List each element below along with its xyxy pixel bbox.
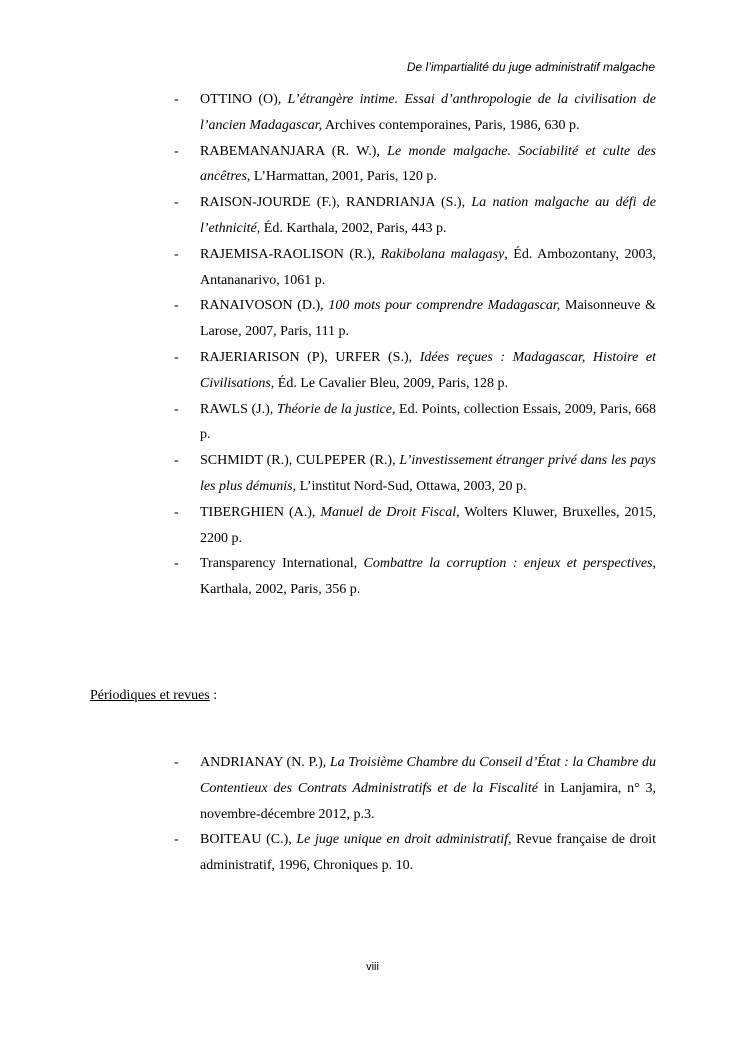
entry-details: in Lanjamira, n° 3, novembre-décembre 2012, p.3.: [200, 780, 657, 822]
entry-details: , Ed. Points, collection Essais, 2009, Paris, 668 p.: [200, 401, 657, 443]
bullet-dash: -: [174, 401, 179, 417]
bullet-dash: -: [174, 246, 179, 262]
entry-details: , Karthala, 2002, Paris, 356 p.: [200, 556, 656, 598]
entry-author: ANDRIANAY (N. P.),: [200, 755, 330, 770]
bullet-dash: -: [174, 755, 179, 770]
entry-details: , L’Harmattan, 2001, Paris, 120 p.: [246, 169, 437, 185]
running-header: De l’impartialité du juge administratif malgache: [406, 60, 655, 74]
bullet-dash: -: [174, 504, 179, 520]
entry-author: RABEMANANJARA (R. W.),: [200, 143, 388, 159]
bullet-dash: -: [174, 832, 179, 848]
entry-author: RAJERIARISON (P), URFER (S.),: [200, 349, 420, 365]
bibliography-entry: [174, 500, 656, 552]
entry-author: Transparency International,: [200, 556, 364, 572]
entry-title: Idées reçues : Madagascar, Histoire et Civilisations: [200, 349, 656, 391]
entry-title: Le juge unique en droit administratif: [296, 832, 509, 848]
entry-details: , Revue française de droit administratif, 1996, Chroniques p. 10.: [200, 832, 656, 874]
periodicals-list: [174, 750, 656, 879]
bibliography-entry: [174, 750, 656, 827]
bullet-dash: -: [174, 195, 179, 211]
entry-title: La Troisième Chambre du Conseil d’État : la Chambre du Contentieux des Contrats Administratifs et de la Fiscalité: [200, 755, 657, 796]
entry-title: 100 mots pour comprendre Madagascar,: [328, 298, 561, 314]
entry-author: RANAIVOSON (D.),: [200, 298, 329, 314]
entry-details: Éd. Karthala, 2002, Paris, 443 p.: [260, 220, 447, 236]
entry-title: Combattre la corruption : enjeux et perspectives: [363, 556, 653, 572]
bullet-dash: -: [174, 298, 179, 314]
bibliography-entry: [174, 345, 656, 397]
bullet-dash: -: [174, 92, 179, 107]
entry-details: Maisonneuve & Larose, 2007, Paris, 111 p.: [200, 298, 656, 340]
bibliography-entry: [174, 190, 656, 242]
entry-author: RAISON-JOURDE (F.), RANDRIANJA (S.),: [200, 195, 472, 211]
bibliography-entry: [174, 87, 656, 139]
entry-title: Manuel de Droit Fiscal,: [320, 504, 460, 520]
entry-details: , Éd. Ambozontany, 2003, Antananarivo, 1061 p.: [200, 246, 657, 288]
entry-title: Théorie de la justice: [276, 401, 392, 417]
entry-title: Rakibolana malagasy: [380, 246, 505, 262]
bibliography-entry: [174, 139, 656, 191]
entry-author: OTTINO (O),: [200, 92, 288, 107]
entry-details: , L’institut Nord-Sud, Ottawa, 2003, 20 p.: [292, 478, 527, 494]
entry-title: L’investissement étranger privé dans les pays les plus démunis: [200, 453, 656, 494]
section-heading-label: Périodiques et revues: [90, 688, 210, 703]
bibliography-entry: [174, 827, 656, 879]
entry-title: L’étrangère intime. Essai d’anthropologie de la civilisation de l’ancien Madagascar,: [200, 92, 656, 133]
bullet-dash: -: [174, 556, 179, 572]
entry-author: RAWLS (J.),: [200, 401, 277, 417]
entry-author: TIBERGHIEN (A.),: [200, 504, 321, 520]
page-number: viii: [366, 961, 379, 973]
entry-author: RAJEMISA-RAOLISON (R.),: [200, 246, 381, 262]
entry-title: Le monde malgache. Sociabilité et culte des ancêtres: [200, 143, 656, 185]
bibliography-entry: [174, 293, 656, 345]
entry-author: BOITEAU (C.),: [200, 832, 297, 848]
bullet-dash: -: [174, 143, 179, 159]
bibliography-entry: [174, 551, 656, 603]
section-heading-suffix: :: [209, 688, 218, 703]
entry-details: Wolters Kluwer, Bruxelles, 2015, 2200 p.: [200, 504, 657, 546]
bullet-dash: -: [174, 349, 179, 365]
entry-author: SCHMIDT (R.), CULPEPER (R.),: [200, 453, 400, 469]
entry-details: Archives contemporaines, Paris, 1986, 630 p.: [322, 117, 580, 133]
bibliography-entry: [174, 397, 656, 449]
entry-details: , Éd. Le Cavalier Bleu, 2009, Paris, 128 p.: [270, 375, 508, 391]
bibliography-entry: [174, 448, 656, 500]
section-heading: [90, 686, 217, 706]
bullet-dash: -: [174, 453, 179, 469]
book-list: [174, 87, 656, 603]
entry-title: La nation malgache au défi de l’ethnicité,: [200, 195, 656, 236]
bibliography-entry: [174, 242, 656, 294]
